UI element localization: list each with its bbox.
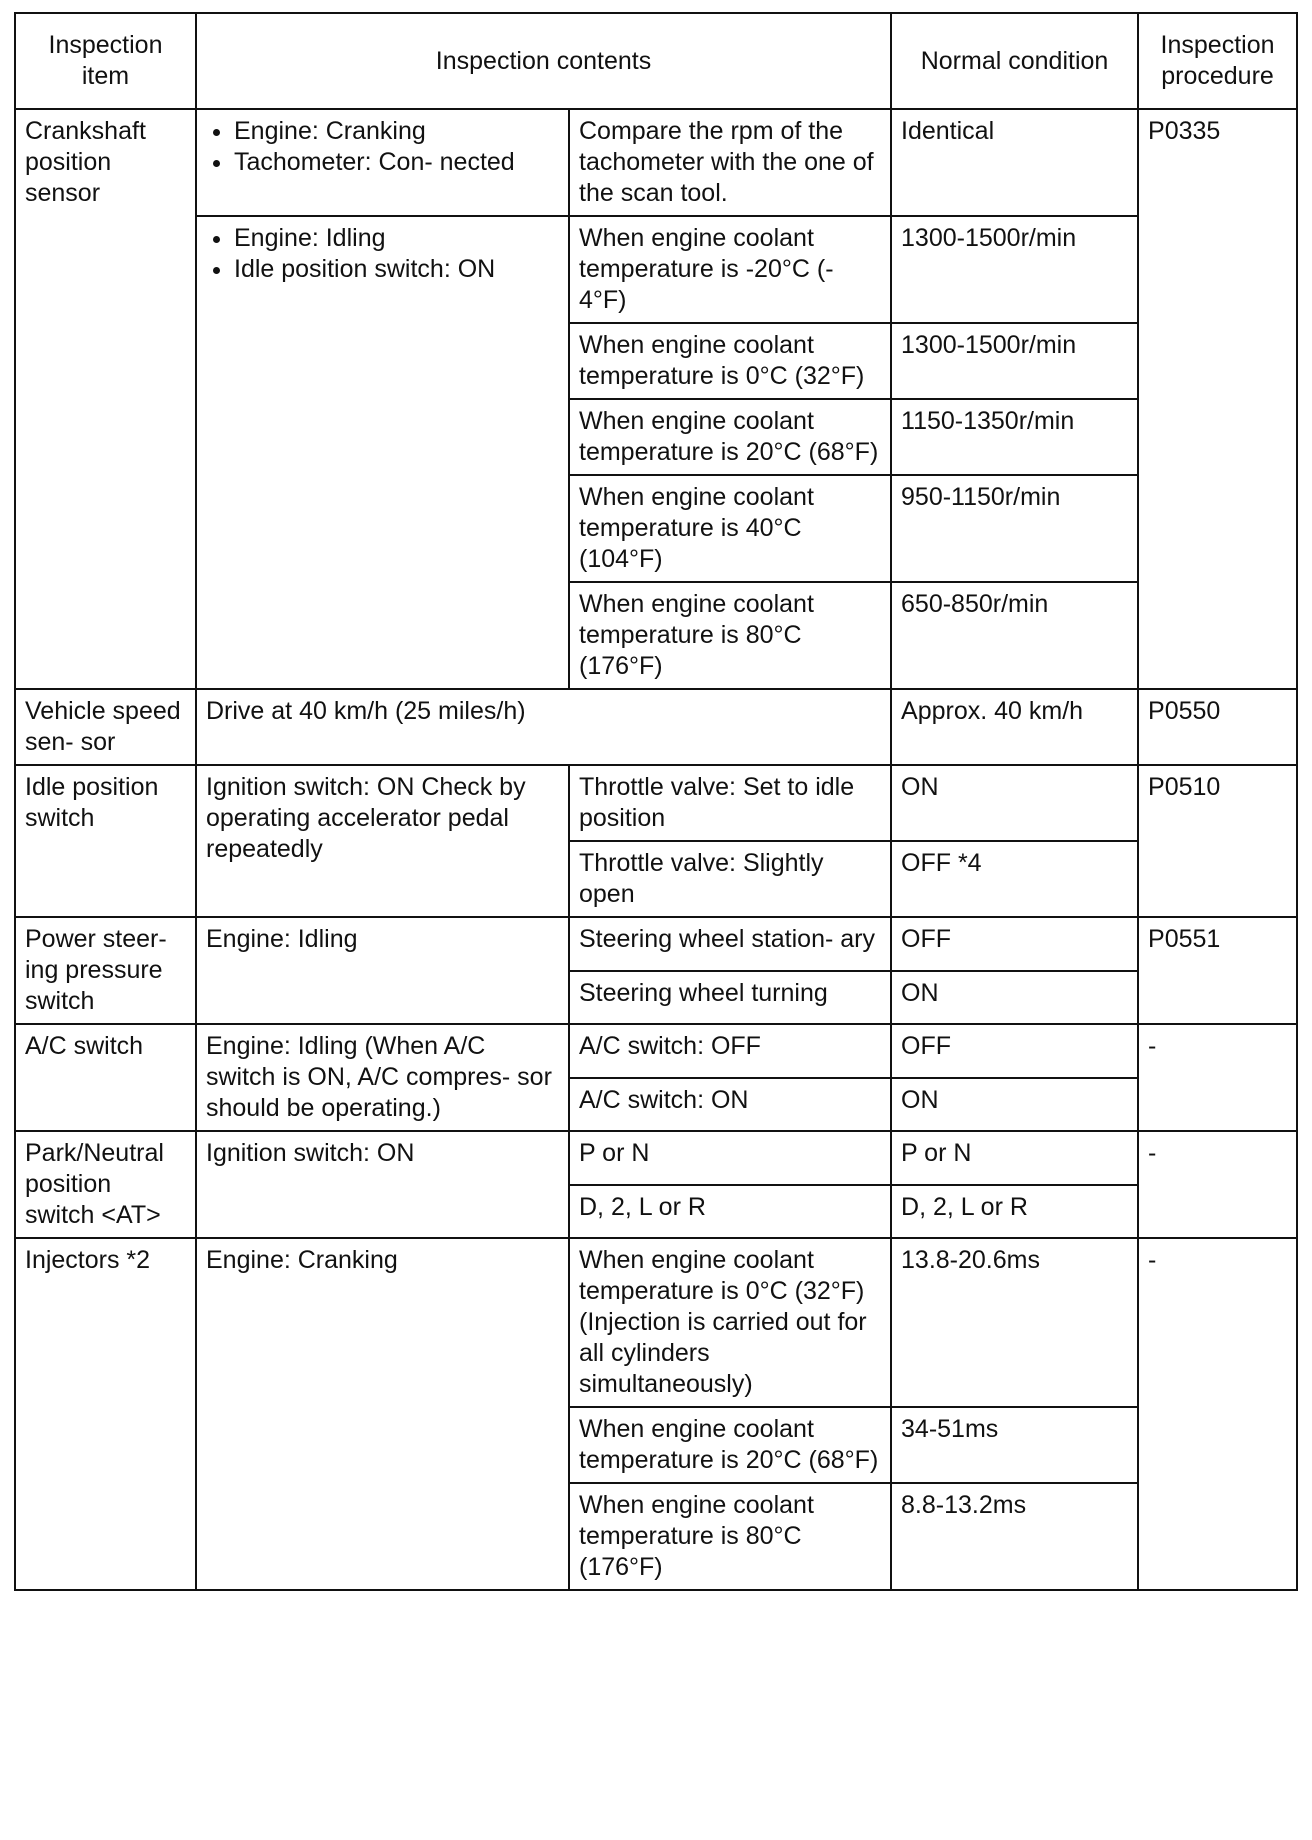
table-row [15,1024,1297,1078]
normal-cell: 650-850r/min [891,582,1138,689]
normal-cell: Approx. 40 km/h [891,689,1138,765]
header-normal-condition: Normal condition [891,13,1138,109]
procedure-cell: P0551 [1138,917,1297,1024]
contents-cell: Ignition switch: ON Check by operating accelerator pedal repeatedly [196,765,569,917]
condition-cell: When engine coolant temperature is 40°C (104°F) [569,475,891,582]
item-cell: Crankshaft position sensor [15,109,196,689]
normal-cell: D, 2, L or R [891,1185,1138,1239]
procedure-cell: - [1138,1238,1297,1590]
normal-cell: 8.8-13.2ms [891,1483,1138,1590]
header-inspection-contents: Inspection contents [196,13,891,109]
condition-cell: When engine coolant temperature is 0°C (32°F) (Injection is carried out for all cylinders simultaneously) [569,1238,891,1407]
item-cell: A/C switch [15,1024,196,1131]
condition-cell: When engine coolant temperature is -20°C (- 4°F) [569,216,891,323]
contents-cell: Engine: Idling (When A/C switch is ON, A/C compres- sor should be operating.) [196,1024,569,1131]
table-row [15,765,1297,841]
item-cell: Injectors *2 [15,1238,196,1590]
item-cell: Power steer- ing pressure switch [15,917,196,1024]
procedure-cell: P0335 [1138,109,1297,689]
table-row [15,216,1297,323]
condition-cell: P or N [569,1131,891,1185]
item-cell: Park/Neutral position switch <AT> [15,1131,196,1238]
condition-cell: When engine coolant temperature is 20°C (68°F) [569,1407,891,1483]
condition-cell: Steering wheel turning [569,971,891,1025]
normal-cell: 950-1150r/min [891,475,1138,582]
condition-cell: When engine coolant temperature is 80°C (176°F) [569,582,891,689]
normal-cell: 1300-1500r/min [891,216,1138,323]
table-row [15,1131,1297,1185]
table-row [15,689,1297,765]
normal-cell: P or N [891,1131,1138,1185]
condition-cell: Steering wheel station- ary [569,917,891,971]
condition-cell: When engine coolant temperature is 0°C (32°F) [569,323,891,399]
condition-cell: When engine coolant temperature is 80°C (176°F) [569,1483,891,1590]
procedure-cell: P0510 [1138,765,1297,917]
normal-cell: 1300-1500r/min [891,323,1138,399]
contents-cell [196,109,569,216]
contents-cell: Engine: Cranking [196,1238,569,1590]
normal-cell: Identical [891,109,1138,216]
condition-cell: A/C switch: OFF [569,1024,891,1078]
normal-cell: OFF [891,1024,1138,1078]
table-row [15,109,1297,216]
normal-cell: ON [891,765,1138,841]
condition-cell: D, 2, L or R [569,1185,891,1239]
inspection-table [14,12,1298,1591]
header-inspection-item: Inspection item [15,13,196,109]
item-cell: Idle position switch [15,765,196,917]
bullet-item: • Engine: Cranking [234,116,559,147]
contents-cell: Drive at 40 km/h (25 miles/h) [196,689,891,765]
bullet-item: • Engine: Idling [234,223,559,254]
item-cell: Vehicle speed sen- sor [15,689,196,765]
normal-cell: ON [891,971,1138,1025]
normal-cell: OFF *4 [891,841,1138,917]
bullet-item: • Idle position switch: ON [234,254,559,285]
condition-cell: Throttle valve: Slightly open [569,841,891,917]
bullet-item: • Tachometer: Con- nected [234,147,559,178]
normal-cell: 13.8-20.6ms [891,1238,1138,1407]
table-row [15,917,1297,971]
contents-cell: Engine: Idling [196,917,569,1024]
condition-cell: A/C switch: ON [569,1078,891,1132]
contents-cell [196,216,569,689]
normal-cell: ON [891,1078,1138,1132]
normal-cell: OFF [891,917,1138,971]
normal-cell: 1150-1350r/min [891,399,1138,475]
condition-cell: When engine coolant temperature is 20°C (68°F) [569,399,891,475]
procedure-cell: - [1138,1131,1297,1238]
header-inspection-procedure: Inspection procedure [1138,13,1297,109]
header-row [15,13,1297,109]
condition-cell: Compare the rpm of the tachometer with the one of the scan tool. [569,109,891,216]
contents-cell: Ignition switch: ON [196,1131,569,1238]
table-row [15,1238,1297,1407]
condition-cell: Throttle valve: Set to idle position [569,765,891,841]
procedure-cell: P0550 [1138,689,1297,765]
normal-cell: 34-51ms [891,1407,1138,1483]
procedure-cell: - [1138,1024,1297,1131]
